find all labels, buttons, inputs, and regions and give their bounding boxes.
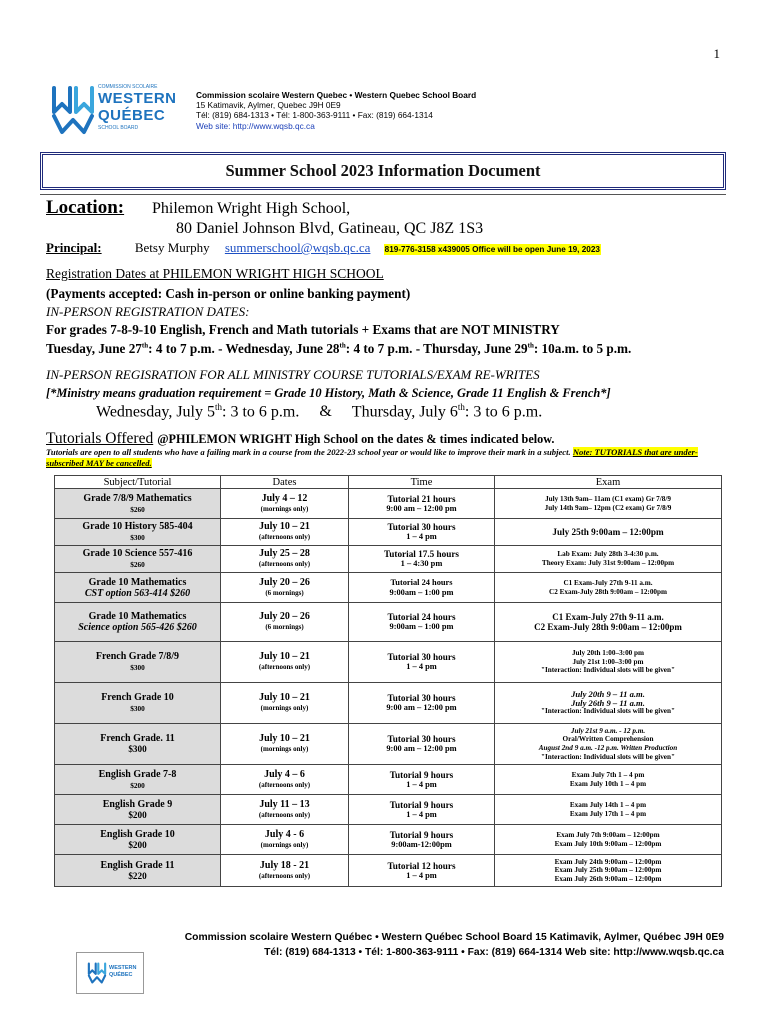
exam-cell <box>495 765 722 795</box>
time-range: 9:00am – 1:00 pm <box>389 622 454 631</box>
dates-schedule: (afternoons only) <box>258 560 311 568</box>
exam-line: July 14th 9am– 12pm (C2 exam) Gr 7/8/9 <box>544 503 672 512</box>
time-range: 1 – 4 pm <box>406 809 437 819</box>
header-org: Commission scolaire Western Quebec • Western Quebec School Board <box>196 90 477 100</box>
exam-line: Exam July 17th 1 – 4 pm <box>569 809 647 818</box>
principal-row <box>46 240 601 256</box>
tutorials-note <box>46 447 718 469</box>
time-cell <box>349 724 495 765</box>
time-hours: Tutorial 12 hours <box>387 860 456 871</box>
dates-schedule: (mornings only) <box>260 704 309 712</box>
table-row <box>55 603 722 642</box>
inperson-heading: IN-PERSON REGISTRATION DATES: <box>46 304 250 319</box>
logo-text-bottom: SCHOOL BOARD <box>98 125 139 131</box>
location-label: Location: <box>46 197 125 218</box>
exam-line: C2 Exam-July 28th 9:00am – 12:00pm <box>549 587 667 596</box>
dates-cell <box>221 546 349 573</box>
tutorials-note-text: Tutorials are open to all students who have a failing mark in a course from the 2022-23 school year or would like to improve their mark in a subject. <box>46 447 571 457</box>
dates-cell <box>221 765 349 795</box>
page-number: 1 <box>713 46 720 61</box>
table-header-row <box>55 476 722 489</box>
subject-fee: $260 <box>130 560 145 569</box>
footer-logo-text-quebec: QUÉBEC <box>109 972 133 978</box>
time-cell <box>349 546 495 573</box>
time-hours: Tutorial 30 hours <box>387 652 456 662</box>
dates-range: July 10 – 21 <box>259 733 310 744</box>
subject-fee: $200 <box>128 839 147 850</box>
subject-cell <box>55 855 221 887</box>
subject-fee: $300 <box>130 704 145 713</box>
tutorials-table <box>54 475 722 887</box>
subject-fee: $200 <box>130 780 145 790</box>
exam-cell <box>495 724 722 765</box>
col-header-exam: Exam <box>495 476 722 489</box>
header-contact-block <box>196 90 476 131</box>
subject-name: Grade 7/8/9 Mathematics <box>83 492 192 504</box>
exam-line: Exam July 24th 9:00am – 12:00pm <box>554 857 662 866</box>
dates-schedule: (afternoons only) <box>258 871 311 880</box>
office-phone-highlight: 819-776-3158 x439005 Office will be open June 19, 2023 <box>384 245 600 254</box>
subject-cell <box>55 519 221 546</box>
exam-line: Oral/Written Comprehension <box>562 735 654 744</box>
exam-line: Exam July 10th 1 – 4 pm <box>569 779 647 788</box>
wqsb-logo-icon <box>50 82 96 138</box>
logo-text-top: COMMISSION SCOLAIRE <box>98 84 158 90</box>
table-row <box>55 825 722 855</box>
exam-line: Lab Exam: July 28th 3-4:30 p.m. <box>557 550 659 559</box>
dates-schedule: (afternoons only) <box>258 663 311 671</box>
time-range: 1 – 4 pm <box>406 662 437 671</box>
exam-line: Exam July 26th 9:00am – 12:00pm <box>554 874 662 883</box>
exam-line: Exam July 10th 9:00am – 12:00pm <box>554 839 662 848</box>
exam-line: C2 Exam-July 28th 9:00am – 12:00pm <box>534 622 682 632</box>
exam-line: July 20th 9 – 11 a.m. <box>571 689 645 700</box>
dates-schedule: (afternoons only) <box>258 780 311 789</box>
table-row <box>55 546 722 573</box>
dates-cell <box>221 855 349 887</box>
table-row <box>55 573 722 603</box>
dates-range: July 25 – 28 <box>259 548 310 559</box>
subject-fee: $220 <box>128 870 147 881</box>
subject-name: French Grade 7/8/9 <box>95 651 180 662</box>
subject-cell <box>55 795 221 825</box>
dates-range: July 4 - 6 <box>264 828 305 840</box>
dates-cell <box>221 642 349 683</box>
dates-cell <box>221 603 349 642</box>
exam-line: Theory Exam: July 31st 9:00am – 12:00pm <box>541 559 675 567</box>
subject-fee: $300 <box>130 663 145 672</box>
time-hours: Tutorial 21 hours <box>387 493 456 504</box>
table-row <box>55 519 722 546</box>
dates-cell <box>221 519 349 546</box>
registration-dates-line: Tuesday, June 27th: 4 to 7 p.m. - Wednesday, June 28th: 4 to 7 p.m. - Thursday, June 29th: 10a.m. to 5 p.m. <box>46 341 632 356</box>
location-line1: Philemon Wright High School, <box>152 200 351 217</box>
time-cell <box>349 489 495 519</box>
registration-heading: Registration Dates at PHILEMON WRIGHT HIGH SCHOOL <box>46 266 384 281</box>
dates-range: July 20 – 26 <box>259 576 310 588</box>
time-cell <box>349 765 495 795</box>
dates-range: July 18 - 21 <box>259 859 310 871</box>
dates-cell <box>221 825 349 855</box>
time-cell <box>349 795 495 825</box>
grades-line: For grades 7-8-9-10 English, French and Math tutorials + Exams that are NOT MINISTRY <box>46 322 560 337</box>
ministry-amp: & <box>319 403 332 421</box>
time-hours: Tutorial 9 hours <box>389 799 454 810</box>
footer-logo <box>76 952 144 994</box>
subject-name: Grade 10 Mathematics <box>88 611 187 622</box>
time-range: 9:00am-12:00pm <box>391 839 452 849</box>
time-cell <box>349 642 495 683</box>
subject-name: French Grade 10 <box>101 692 174 703</box>
dates-range: July 10 – 21 <box>259 651 310 662</box>
subject-fee: $200 <box>128 809 147 820</box>
subject-cell <box>55 642 221 683</box>
dates-range: July 4 – 6 <box>264 768 305 780</box>
dates-range: July 10 – 21 <box>259 692 310 703</box>
subject-cell <box>55 825 221 855</box>
exam-cell <box>495 825 722 855</box>
payments-line: (Payments accepted: Cash in-person or online banking payment) <box>46 286 411 301</box>
time-hours: Tutorial 24 hours <box>387 612 456 622</box>
time-cell <box>349 519 495 546</box>
exam-line: C1 Exam-July 27th 9-11 a.m. <box>552 611 664 622</box>
table-row <box>55 724 722 765</box>
time-cell <box>349 683 495 724</box>
ministry-note: [*Ministry means graduation requirement = Grade 10 History, Math & Science, Grade 11 English & French*] <box>46 386 611 400</box>
time-range: 1 – 4 pm <box>406 870 437 880</box>
subject-cell <box>55 724 221 765</box>
time-hours: Tutorial 30 hours <box>387 522 456 532</box>
time-hours: Tutorial 17.5 hours <box>384 549 459 559</box>
col-header-time: Time <box>349 476 495 489</box>
logo-text-western: WESTERN <box>98 90 177 107</box>
time-hours: Tutorial 24 hours <box>390 577 453 587</box>
subject-name: English Grade 10 <box>100 828 175 840</box>
footer-logo-text-western: WESTERN <box>109 965 137 971</box>
dates-schedule: (6 mornings) <box>265 623 304 631</box>
dates-cell <box>221 795 349 825</box>
dates-schedule: (afternoons only) <box>258 810 311 819</box>
time-range: 9:00 am – 12:00 pm <box>386 703 457 712</box>
exam-line: July 21st 9 a.m. - 12 p.m. <box>570 726 646 735</box>
exam-cell <box>495 795 722 825</box>
subject-cell <box>55 573 221 603</box>
table-row <box>55 855 722 887</box>
logo-text-quebec: QUÉBEC <box>98 107 166 124</box>
ministry-heading: IN-PERSON REGISRATION FOR ALL MINISTRY COURSE TUTORIALS/EXAM RE-WRITES <box>46 367 540 382</box>
title-box <box>40 152 726 190</box>
exam-line: "Interaction: Individual slots will be given" <box>541 752 675 761</box>
exam-line: Exam July 14th 1 – 4 pm <box>569 800 647 809</box>
time-range: 9:00 am – 12:00 pm <box>386 744 457 753</box>
tutorials-heading <box>46 430 554 448</box>
dates-cell <box>221 683 349 724</box>
subject-cell <box>55 683 221 724</box>
exam-cell <box>495 546 722 573</box>
dates-range: July 20 – 26 <box>259 611 310 622</box>
footer-line1: Commission scolaire Western Québec • Western Québec School Board 15 Katimavik, Aylmer, Québec J9H 0E9 <box>184 932 724 943</box>
subject-cell <box>55 765 221 795</box>
school-board-logo <box>50 82 186 140</box>
table-row <box>55 642 722 683</box>
exam-line: July 21st 1:00–3:00 pm <box>572 657 644 666</box>
exam-line: "Interaction: Individual slots will be given" <box>541 666 675 675</box>
time-cell <box>349 603 495 642</box>
exam-line: C1 Exam-July 27th 9-11 a.m. <box>563 578 653 587</box>
location-line2: 80 Daniel Johnson Blvd, Gatineau, QC J8Z 1S3 <box>176 220 484 237</box>
exam-cell <box>495 573 722 603</box>
time-hours: Tutorial 30 hours <box>387 734 456 744</box>
col-header-subject: Subject/Tutorial <box>55 476 221 489</box>
principal-label: Principal: <box>46 240 102 255</box>
footer-line2: Tél: (819) 684-1313 • Tél: 1-800-363-9111 • Fax: (819) 664-1314 Web site: http://www.wqsb.qc.ca <box>264 947 724 958</box>
subject-name: Grade 10 Science 557-416 <box>82 548 193 559</box>
tutorials-heading-label: Tutorials Offered <box>46 430 154 447</box>
dates-cell <box>221 489 349 519</box>
subject-cell <box>55 603 221 642</box>
dates-schedule: (mornings only) <box>260 504 309 513</box>
dates-schedule: (afternoons only) <box>258 533 311 541</box>
exam-line: July 13th 9am– 11am (C1 exam) Gr 7/8/9 <box>545 494 671 503</box>
subject-option: Science option 565-426 $260 <box>78 622 197 633</box>
subject-cell <box>55 489 221 519</box>
dates-schedule: (6 mornings) <box>265 588 304 597</box>
title-divider <box>40 194 726 195</box>
dates-schedule: (mornings only) <box>260 840 309 849</box>
subject-name: English Grade 11 <box>100 859 175 871</box>
exam-cell <box>495 855 722 887</box>
header-website[interactable]: Web site: http://www.wqsb.qc.ca <box>196 120 315 131</box>
dates-schedule: (mornings only) <box>260 745 309 753</box>
table-row <box>55 795 722 825</box>
exam-line: August 2nd 9 a.m. -12 p.m. Written Production <box>538 744 678 752</box>
tutorials-heading-rest: @PHILEMON WRIGHT High School on the dates & times indicated below. <box>157 432 555 446</box>
subject-option: CST option 563-414 $260 <box>84 587 191 599</box>
col-header-dates: Dates <box>221 476 349 489</box>
subject-name: Grade 10 Mathematics <box>88 576 187 588</box>
exam-cell <box>495 603 722 642</box>
dates-range: July 11 – 13 <box>259 798 310 810</box>
time-range: 1 – 4 pm <box>406 532 437 541</box>
subject-fee: $300 <box>130 533 145 542</box>
exam-cell <box>495 489 722 519</box>
ministry-dates-line: Wednesday, July 5th: 3 to 6 p.m. & Thursday, July 6th: 3 to 6 p.m. <box>96 402 543 421</box>
document-title: Summer School 2023 Information Document <box>225 161 541 180</box>
subject-name: English Grade 9 <box>102 798 173 810</box>
dates-cell <box>221 573 349 603</box>
dates-cell <box>221 724 349 765</box>
time-hours: Tutorial 30 hours <box>387 693 456 703</box>
table-row <box>55 683 722 724</box>
time-cell <box>349 855 495 887</box>
exam-cell <box>495 642 722 683</box>
time-cell <box>349 573 495 603</box>
time-range: 9:00am – 1:00 pm <box>389 587 454 597</box>
exam-cell <box>495 683 722 724</box>
dates-range: July 4 – 12 <box>261 492 308 504</box>
dates-range: July 10 – 21 <box>259 521 310 532</box>
time-hours: Tutorial 9 hours <box>389 769 454 780</box>
time-hours: Tutorial 9 hours <box>389 829 454 840</box>
principal-email-link[interactable]: summerschool@wqsb.qc.ca <box>224 240 371 255</box>
time-range: 1 – 4 pm <box>406 779 437 789</box>
header-address: 15 Katimavik, Aylmer, Quebec J9H 0E9 <box>196 100 341 111</box>
exam-cell <box>495 519 722 546</box>
subject-cell <box>55 546 221 573</box>
subject-fee: $300 <box>128 744 147 754</box>
time-range: 9:00 am – 12:00 pm <box>386 503 457 513</box>
subject-name: Grade 10 History 585-404 <box>82 521 193 532</box>
time-range: 1 – 4:30 pm <box>400 559 443 568</box>
exam-line: "Interaction: Individual slots will be given" <box>541 707 675 716</box>
subject-fee: $260 <box>130 504 145 514</box>
exam-line: July 26th 9 – 11 a.m. <box>571 697 645 708</box>
principal-name: Betsy Murphy <box>134 240 210 255</box>
exam-line: Exam July 25th 9:00am – 12:00pm <box>554 866 662 875</box>
exam-line: Exam July 7th 9:00am – 12:00pm <box>556 830 660 839</box>
time-cell <box>349 825 495 855</box>
wqsb-small-logo-icon <box>87 961 107 985</box>
subject-name: French Grade. 11 <box>100 733 175 744</box>
exam-line: Exam July 7th 1 – 4 pm <box>571 770 645 779</box>
table-row <box>55 489 722 519</box>
header-phones: Tél: (819) 684-1313 • Tél: 1-800-363-9111 • Fax: (819) 664-1314 <box>196 110 433 121</box>
subject-name: English Grade 7-8 <box>98 768 177 780</box>
tutorials-note-highlight: Note: TUTORIALS that are under-subscribed MAY be cancelled. <box>46 447 698 468</box>
table-row <box>55 765 722 795</box>
exam-line: July 20th 1:00–3:00 pm <box>571 649 645 658</box>
exam-line: July 25th 9:00am – 12:00pm <box>552 526 664 537</box>
